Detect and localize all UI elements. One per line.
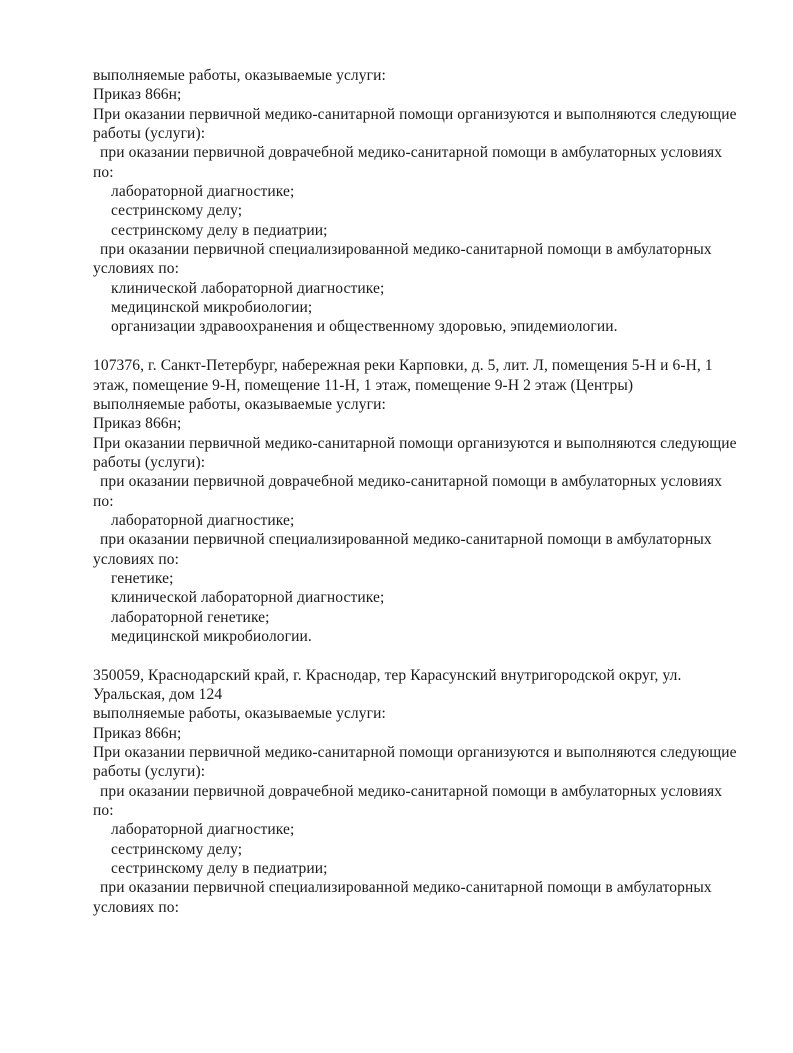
text-line: по: — [93, 802, 114, 820]
text-line: организации здравоохранения и общественному здоровью, эпидемиологии. — [111, 318, 618, 336]
text-line: лабораторной диагностике; — [111, 511, 295, 529]
text-line: При оказании первичной медико-санитарной помощи организуются и выполняются следующие — [93, 744, 737, 762]
text-line: Уральская, дом 124 — [93, 686, 223, 703]
text-line: сестринскому делу в педиатрии; — [111, 221, 328, 239]
text-line: условиях по: — [93, 260, 180, 278]
text-line: сестринскому делу; — [111, 202, 243, 220]
text-line: Приказ 866н; — [93, 86, 182, 104]
text-line: условиях по: — [93, 550, 180, 568]
text-line: этаж, помещение 9-Н, помещение 11-Н, 1 этаж, помещение 9-Н 2 этаж (Центры) — [93, 376, 634, 394]
text-line: выполняемые работы, оказываемые услуги: — [93, 395, 386, 413]
text-line: при оказании первичной специализированной медико-санитарной помощи в амбулаторных — [100, 531, 712, 549]
text-line: 107376, г. Санкт-Петербург, набережная реки Карповки, д. 5, лит. Л, помещения 5-Н и 6-Н, 1 — [93, 357, 713, 375]
text-line: медицинской микробиологии. — [111, 627, 312, 645]
text-line: выполняемые работы, оказываемые услуги: — [93, 705, 386, 723]
text-line: лабораторной диагностике; — [111, 821, 295, 839]
document-body — [93, 66, 761, 917]
text-line: при оказании первичной доврачебной медико-санитарной помощи в амбулаторных условиях — [100, 144, 723, 162]
text-line: генетике; — [111, 569, 174, 587]
text-line: клинической лабораторной диагностике; — [111, 279, 385, 297]
license-section-1 — [93, 66, 761, 337]
text-line: при оказании первичной специализированной медико-санитарной помощи в амбулаторных — [100, 879, 712, 897]
text-line: лабораторной генетике; — [111, 608, 270, 626]
text-line: работы (услуги): — [93, 763, 206, 781]
text-line: по: — [93, 163, 114, 181]
license-section-2 — [93, 356, 761, 646]
text-line: При оказании первичной медико-санитарной помощи организуются и выполняются следующие — [93, 434, 737, 452]
text-line: Приказ 866н; — [93, 724, 182, 742]
text-line: Приказ 866н; — [93, 415, 182, 433]
text-line: по: — [93, 492, 114, 510]
text-line: работы (услуги): — [93, 125, 206, 143]
license-section-3 — [93, 666, 761, 917]
text-line: лабораторной диагностике; — [111, 183, 295, 201]
text-line: сестринскому делу; — [111, 840, 243, 858]
text-line: работы (услуги): — [93, 453, 206, 471]
text-line: при оказании первичной доврачебной медико-санитарной помощи в амбулаторных условиях — [100, 473, 723, 491]
text-line: клинической лабораторной диагностике; — [111, 589, 385, 607]
text-line: выполняемые работы, оказываемые услуги: — [93, 67, 386, 84]
text-line: условиях по: — [93, 898, 180, 916]
text-line: медицинской микробиологии; — [111, 299, 313, 317]
text-line: 350059, Краснодарский край, г. Краснодар, тер Карасунский внутригородской округ, ул. — [93, 666, 682, 684]
text-line: при оказании первичной специализированной медико-санитарной помощи в амбулаторных — [100, 241, 712, 259]
text-line: При оказании первичной медико-санитарной помощи организуются и выполняются следующие — [93, 105, 737, 123]
text-line: при оказании первичной доврачебной медико-санитарной помощи в амбулаторных условиях — [100, 782, 723, 800]
text-line: сестринскому делу в педиатрии; — [111, 860, 328, 878]
